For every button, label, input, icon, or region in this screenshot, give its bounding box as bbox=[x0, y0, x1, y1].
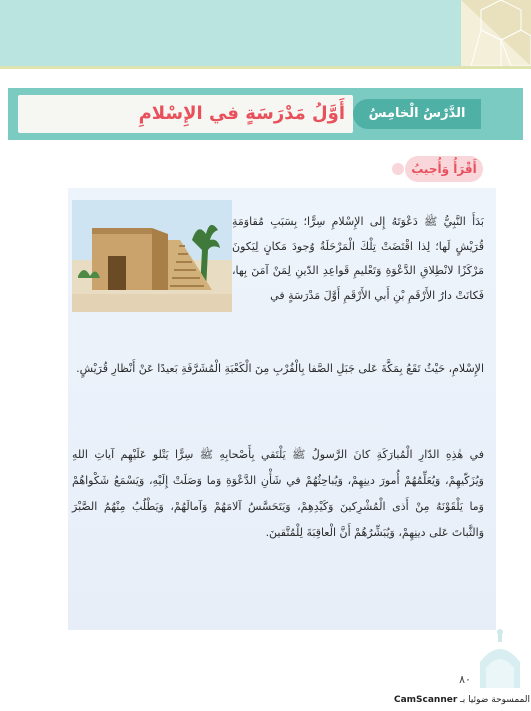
geometric-pattern-icon bbox=[461, 0, 531, 66]
page-number: ٨٠ bbox=[459, 673, 471, 686]
paragraph-intro: بَدَأَ النَّبِيُّ ﷺ دَعْوَتَهُ إِلى الإِسْلامِ سِرًّا؛ بِسَبَبِ مُقاوَمَةِ قُرَيْشٍ لَها؛ لِذا اقْتَضَتْ تِلْكَ الْمَرْحَلَةُ وُجودَ مَكانٍ لِيَكونَ مَرْكَزًا لانْطِلاقِ الدَّعْوَةِ وَتَعْليمِ قَواعِدِ الدّينِ لِمَنْ آمَنَ بِها، فَكانَتْ دارُ الأَرْقَمِ بْنِ أَبي الأَرْقَمِ أَوَّلَ مَدْرَسَةٍ في bbox=[232, 215, 484, 302]
scanner-label: الممسوحة ضوئيا بـ bbox=[460, 695, 530, 705]
lesson-number-tab: الدَّرْسُ الْخامِسُ bbox=[353, 99, 481, 129]
read-and-answer-label: أَقْرَأُ وَأُجيبُ bbox=[405, 156, 483, 182]
top-band-divider bbox=[0, 66, 531, 69]
lesson-title: أَوَّلُ مَدْرَسَةٍ في الإِسْلامِ bbox=[138, 103, 345, 124]
top-decorative-band bbox=[0, 0, 531, 66]
section-marker-dot bbox=[392, 163, 404, 175]
paragraph-intro-continued: الإِسْلامِ، حَيْثُ تَقَعُ بِمَكَّةَ عَلى جَبَلِ الصَّفا بِالْقُرْبِ مِنَ الْكَعْبَةِ الْمُشَرَّفَةِ بَعيدًا عَنْ أَنْظارِ قُرَيْشٍ. bbox=[76, 362, 484, 375]
house-illustration bbox=[72, 200, 232, 312]
scanner-watermark bbox=[382, 695, 530, 709]
mosque-dome-icon bbox=[470, 628, 530, 688]
scanner-brand: CamScanner bbox=[393, 695, 458, 705]
paragraph-dar-al-arqam: في هٰذِهِ الدّارِ الْمُبارَكَةِ كانَ الرَّسولُ ﷺ يَلْتَقي بِأَصْحابِهِ ﷺ سِرًّا يَتْلو عَلَيْهِم آياتِ اللهِ وَيُزَكّيهِمْ، وَيُعَلِّمُهُمْ أُمورَ دينِهِمْ، وَيُباحِثُهُمْ في شَأْنِ الدَّعْوَةِ وَما وَصَلَتْ إِلَيْهِ، وَيَسْمَعُ شَكْواهُمْ وَما يَلْقَوْنَهُ مِنْ أَذى الْمُشْرِكينَ وَكَيْدِهِمْ، وَيَتَحَسَّسُ آلامَهُمْ وَآمالَهُمْ، وَيَطْلُبُ مِنْهُمُ الصَّبْرَ وَالثَّباتَ عَلى دينِهِمْ، وَيُبَشِّرُهُمْ أَنَّ الْعاقِبَةَ لِلْمُتَّقينَ. bbox=[72, 448, 484, 539]
